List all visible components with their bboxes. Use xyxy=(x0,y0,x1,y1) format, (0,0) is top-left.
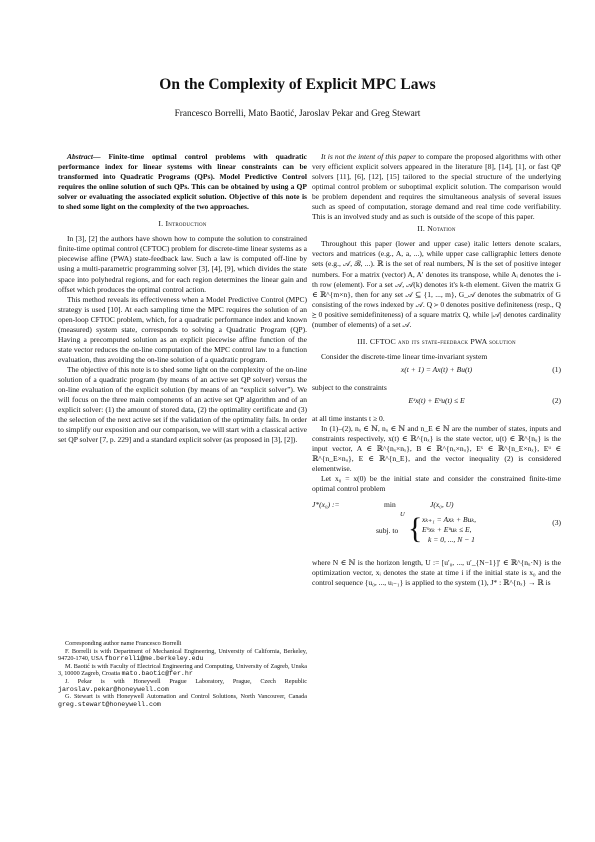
abstract-text: — Finite-time optimal control problems with quadratic performance index for linear systems with linear constraints can be transformed into Quadratic Programs (QPs). Model Predictive Control requires the online solution of such QPs. This can be obtained by using a QP solver or evaluating the associated explicit solution. Objective of this note is to shed some light on the complexity of the two approaches. xyxy=(58,152,307,212)
cftoc-intro: Consider the discrete-time linear time-invariant system xyxy=(321,351,488,361)
footnote-borrelli: F. Borrelli is with Department of Mechanical Engineering, University of California, Berkeley, 94720-1740, USA fborrelli@me.berkeley.edu xyxy=(58,647,307,663)
intro-paragraph-1: In [3], [2] the authors have shown how to compute the solution to constrained finite-time optimal control (CFTOC) problem for discrete-time linear systems as a piecewise affine (PWA) state-feedback law. Such a law is computed off-line by using a multi-parametric programming solver [3], [4], [9], which divides the state space into polyhedral regions, and for each region determines the linear gain and offset which produces the optimal control action. xyxy=(58,234,307,294)
scope-lead: It is not the intent of this paper xyxy=(321,152,417,161)
left-column xyxy=(58,152,307,445)
equation-3-objective: J(x₀, U) xyxy=(430,500,454,510)
cftoc-paragraph-3: Let x₀ = x(0) be the initial state and consider the constrained finite-time optimal control problem xyxy=(312,474,561,494)
footnote-stewart: G. Stewart is with Honeywell Automation and Control Solutions, North Vancouver, Canada greg.stewart@honeywell.com xyxy=(58,693,307,708)
footnotes xyxy=(58,640,307,708)
intro-paragraph-2: This method reveals its effectiveness when a Model Predictive Control (MPC) strategy is used [10]. At each sampling time the MPC requires the solution of an open-loop CFTOC problem, which, for a quadratic performance index and known (measured) system state, corresponds to solving a Quadratic Program (QP). Having a precomputed solution as an explicit piecewise affine function of the state vector reduces the on-line computation of the MPC control law to a function evaluation, thus avoiding the on-line solution of a quadratic program. xyxy=(58,294,307,364)
equation-2 xyxy=(312,396,561,411)
equation-1 xyxy=(312,365,561,380)
equation-3 xyxy=(312,498,561,554)
paper-title: On the Complexity of Explicit MPC Laws xyxy=(159,76,436,93)
equation-3-constraints: xₖ₊₁ = Axₖ + Buₖ, Eˣxₖ + Eᵘuₖ ≤ E, k = 0, ..., N − 1 xyxy=(422,515,477,545)
notation-paragraph: Throughout this paper (lower and upper case) italic letters denote scalars, vectors and matrices (e.g., A, a, ...), while upper case calligraphic letters denote sets (e.g., 𝒜, ℬ, ...). ℝ is the set of real numbers, ℕ is the set of positive integer numbers. For a matrix (vector) A, A′ denotes its transpose, while Aᵢ denotes the i-th row (element). For a set 𝒜, 𝒜(k) denotes it's k-th element. Given the matrix G ∈ ℝ^{m×n}, then for any set 𝒜 ⊆ {1, ..., m}, G_𝒜 denotes the submatrix of G consisting of the rows indexed by 𝒜. Q ≻ 0 denotes positive definiteness (resp., Q ⪰ 0 positive semidefiniteness) of a square matrix Q, while |𝒜| denotes cardinality (number of elements) of a set 𝒜. xyxy=(312,239,561,329)
email-baotic[interactable]: mato.baotic@fer.hr xyxy=(121,670,193,678)
intro-heading: I. Introduction xyxy=(158,219,207,229)
equation-3-brace: { xyxy=(408,512,423,546)
abstract-lead: Abstract xyxy=(67,152,93,161)
email-borrelli[interactable]: fborrelli@me.berkeley.edu xyxy=(104,655,204,663)
footnote-baotic: M. Baotić is with Faculty of Electrical Engineering and Computing, University of Zagreb, Unska 3, 10000 Zagreb, Croatia mato.baotic@fer.hr xyxy=(58,662,307,678)
time-instants-text: at all time instants t ≥ 0. xyxy=(312,413,385,423)
cftoc-paragraph-4: where N ∈ ℕ is the horizon length, U := [u′₀, ..., u′_{N−1}]′ ∈ ℝ^{nᵤ·N} is the optimization vector, xᵢ denotes the state at time i if the initial state is x₀ and the control sequence {u₀, ..., uᵢ₋₁} is applied to the system (1), J* : ℝ^{nₓ} → ℝ is xyxy=(312,558,561,588)
footnote-corresponding: Corresponding author name Francesco Borrelli xyxy=(65,640,182,647)
equation-1-body: x(t + 1) = Ax(t) + Bu(t) xyxy=(400,364,473,374)
right-column xyxy=(312,152,561,588)
intro-paragraph-3: The objective of this note is to shed some light on the complexity of the on-line solution of a quadratic program (by means of an active set QP solver) versus the on-line evaluation of the explicit solution (by means of an “explicit solver”). We will focus on the three main components of an active set QP algorithm and of an explicit solver: (1) the amount of stored data, (2) the optimality certificate and (3) the selection of the next active set if the validation of the optimality fails. In order to simplify our exposition and our comparison, we will start with a classical active set QP solver [7, p. 229] and a standard explicit solver (as proposed in [3], [2]). xyxy=(58,364,307,445)
footnote-pekar: J. Pekar is with Honeywell Prague Laboratory, Prague, Czech Republic jaroslav.pekar@honeywell.com xyxy=(58,677,307,693)
equation-3-number: (3) xyxy=(552,518,561,528)
equation-2-body: Eˣx(t) + Eᵘu(t) ≤ E xyxy=(408,395,465,405)
paper-authors: Francesco Borrelli, Mato Baotić, Jaroslav Pekar and Greg Stewart xyxy=(174,109,421,119)
cftoc-paragraph-2: In (1)–(2), nₓ ∈ ℕ, nᵤ ∈ ℕ and n_E ∈ ℕ are the number of states, inputs and constraints respectively, x(t) ∈ ℝ^{nₓ} is the state vector, u(t) ∈ ℝ^{nᵤ} is the input vector, A ∈ ℝ^{nₓ×nₓ}, B ∈ ℝ^{nₓ×nᵤ}, Eˣ ∈ ℝ^{n_E×nₓ}, Eᵘ ∈ ℝ^{n_E×nᵤ}, E ∈ ℝ^{n_E}, and the vector inequality (2) is considered elementwise. xyxy=(312,423,561,474)
equation-1-number: (1) xyxy=(552,364,561,374)
equation-3-lhs: J*(x₀) := xyxy=(312,500,340,510)
email-pekar[interactable]: jaroslav.pekar@honeywell.com xyxy=(58,685,169,693)
equation-3-min: min xyxy=(384,500,396,510)
scope-paragraph: It is not the intent of this paper to compare the proposed algorithms with other very efficient explicit solvers appeared in the literature [8], [14], [1], or fast QP solvers [11], [6], [12], [15] tailored to the special structure of the underlying optimal control problem or suboptimal explicit solution. The comparison would be problem dependent and requires the simultaneous analysis of several issues such as speed of computation, storage demand and real time code verifiability. This is an involved study and as such is outside of the scope of this paper. xyxy=(312,152,561,222)
subject-to-text: subject to the constraints xyxy=(312,382,387,392)
notation-heading: II. Notation xyxy=(417,224,456,234)
equation-2-number: (2) xyxy=(552,395,561,405)
email-stewart[interactable]: greg.stewart@honeywell.com xyxy=(58,700,161,708)
equation-3-subj: subj. to xyxy=(376,526,399,536)
abstract xyxy=(58,152,307,212)
cftoc-heading: III. CFTOC and its state-feedback PWA solution xyxy=(357,336,516,346)
equation-3-min-sub: U xyxy=(400,511,405,519)
